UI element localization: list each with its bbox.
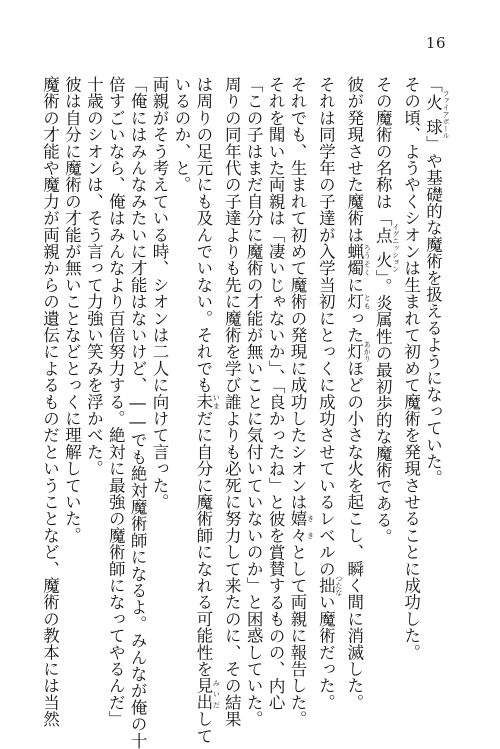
text-line: それを聞いた両親は「凄いじゃないか」、「良かったね」と彼を賞賛するものの、内心 (266, 76, 286, 711)
text-line: 周りの同年代の子達よりも先に魔術を学び誰よりも必死に努力して来たのに、その結果 (222, 76, 242, 728)
text-line: 「火球 ファイアボール」や基礎的な魔術を扱えるようになっていた。 (423, 76, 450, 487)
ruby-annotation: 拙 つたな (316, 574, 343, 596)
ruby-annotation: 嬉々 きき (287, 510, 315, 544)
ruby-annotation: 灯 あかり (344, 341, 372, 363)
text-line: 魔術の才能や魔力が両親からの遺伝によるものだということなど、魔術の教本には当然 (40, 76, 60, 728)
ruby-reading: とも (363, 293, 372, 310)
ruby-reading: きき (306, 510, 315, 544)
ruby-reading: つたな (334, 574, 343, 596)
text-line: それは同学年の子達が入学当初にとっくに成功させているレベルの拙 つたない魔術だった。 (316, 76, 343, 711)
text-line: 両親がそう考えている時、シオンは二人に向けて言った。 (150, 76, 170, 511)
ruby-reading: ろうそく (363, 243, 372, 277)
ruby-reading: いま (212, 393, 221, 411)
text-line: は周りの足元にも及んでいない。それでも未 いまだに自分に魔術師になれる可能性を見出 みいだして (193, 76, 221, 745)
text-line: それでも、生まれて初めて魔術の発現に成功したシオンは嬉々 ききとして両親に報告した。 (287, 76, 315, 728)
ruby-annotation: 火球 ファイアボール (423, 89, 450, 139)
ruby-annotation: 未 いま (193, 393, 221, 411)
ruby-reading: イグニッション (391, 223, 400, 273)
text-line: 倍すごいなら、俺はみんなより百倍努力する。絶対に最強の魔術師になってやるんだ」 (106, 76, 126, 728)
vertical-text-body (32, 76, 450, 749)
page-number: 16 (425, 34, 446, 52)
text-line: 彼が発現させた魔術は蝋燭 ろうそくに灯 ともった灯 あかりほどの小さな火を起こし、瞬く間に消滅した。 (344, 76, 372, 711)
ruby-reading: みいだ (212, 677, 221, 711)
text-line: 「この子はまだ自分に魔術の才能が無いことに気付いていないのか」と困惑していた。 (244, 76, 264, 728)
text-line: いるのか、と。 (171, 76, 191, 193)
text-line: その頃、ようやくシオンは生まれて初めて魔術を発現させることに成功した。 (401, 76, 421, 661)
ruby-reading: ファイアボール (442, 89, 450, 139)
ruby-annotation: 蝋燭 ろうそく (344, 243, 372, 277)
text-line: 彼は自分に魔術の才能が無いことなどとっくに理解していた。 (62, 76, 82, 544)
ruby-annotation: 点火 イグニッション (373, 223, 400, 273)
text-line: 「俺にはみんなみたいに才能はないけど、――でも絶対魔術師になるよ。みんなが俺の十 (128, 76, 148, 749)
ruby-annotation: 見出 みいだ (193, 677, 221, 711)
ruby-reading: あかり (363, 341, 372, 363)
ruby-annotation: 灯 とも (344, 293, 372, 310)
text-line: その魔術の名称は「点火 イグニッション」。炎属性の最初歩的な魔術である。 (373, 76, 400, 545)
text-line: 十歳のシオンは、そう言って力強い笑みを浮かべた。 (84, 76, 104, 477)
